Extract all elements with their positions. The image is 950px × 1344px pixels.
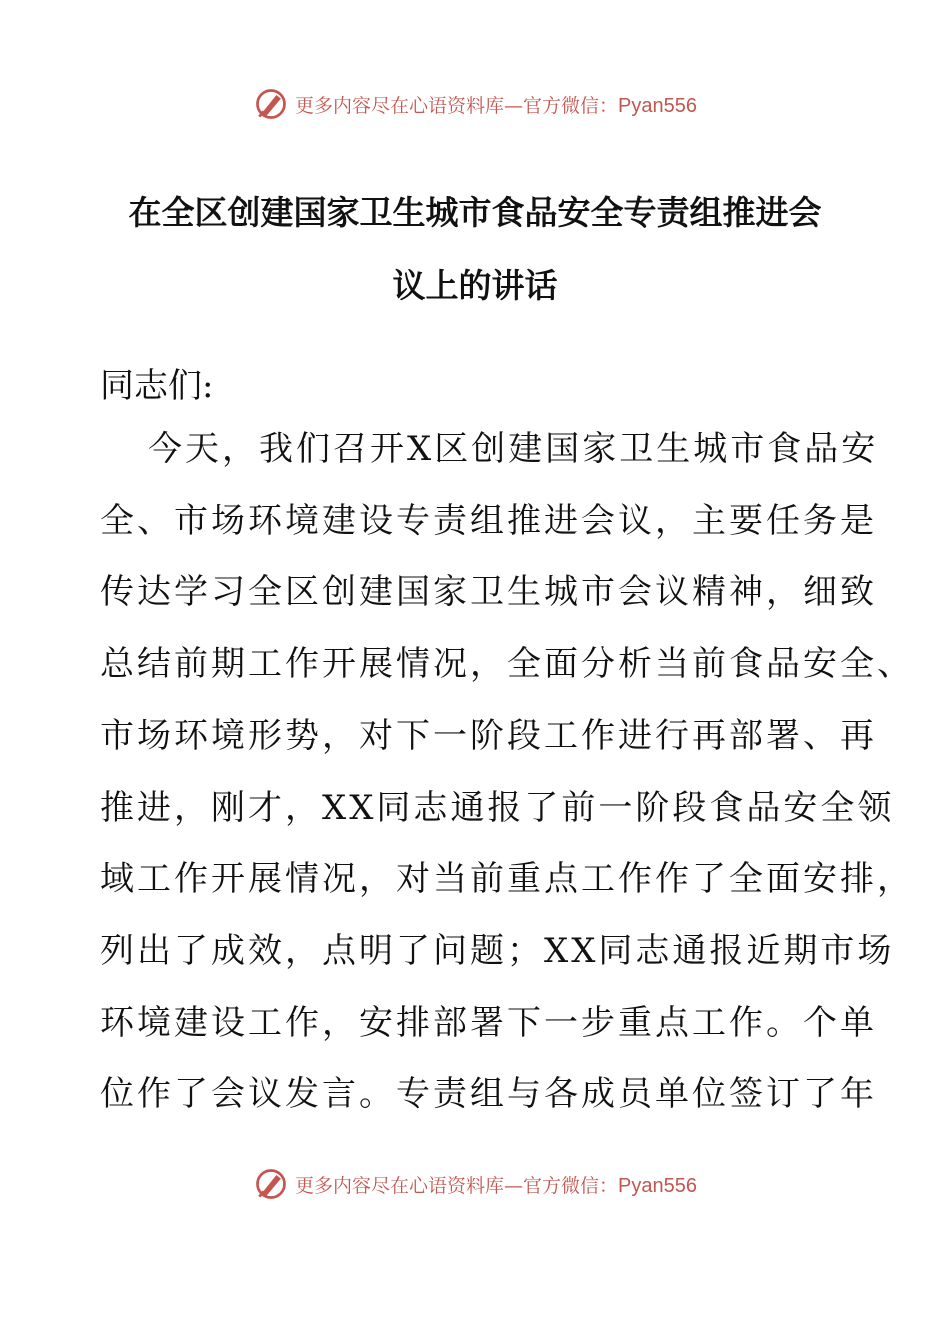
watermark-text: 更多内容尽在心语资料库—官方微信：Pyan556 — [295, 94, 697, 117]
paragraph-line: 市场环境形势，对下一阶段工作进行再部署、再 — [100, 715, 877, 756]
pen-nib-circle-icon — [253, 86, 289, 122]
paragraph-line: 位作了会议发言。专责组与各成员单位签订了年 — [100, 1074, 877, 1115]
watermark-text: 更多内容尽在心语资料库—官方微信：Pyan556 — [295, 1174, 697, 1197]
paragraph-line: 推进，刚才，XX同志通报了前一阶段食品安全领 — [100, 787, 895, 828]
greeting: 同志们: — [100, 366, 214, 406]
paragraph-line: 总结前期工作开展情况，全面分析当前食品安全、 — [100, 644, 914, 685]
paragraph-line: 域工作开展情况，对当前重点工作作了全面安排， — [100, 859, 914, 900]
document-title — [96, 176, 854, 322]
footer-watermark — [0, 1164, 950, 1204]
paragraph-line: 列出了成效，点明了问题；XX同志通报近期市场 — [100, 930, 895, 971]
paragraph-line: 传达学习全区创建国家卫生城市会议精神，细致 — [100, 572, 877, 613]
body-paragraph — [100, 414, 914, 1131]
pen-nib-circle-icon — [253, 1166, 289, 1202]
paragraph-line: 环境建设工作，安排部署下一步重点工作。个单 — [100, 1002, 877, 1043]
header-watermark — [0, 84, 950, 124]
title-line: 在全区创建国家卫生城市食品安全专责组推进会 — [128, 193, 822, 232]
title-line: 议上的讲话 — [392, 266, 558, 305]
paragraph-line: 全、市场环境建设专责组推进会议，主要任务是 — [100, 500, 877, 541]
paragraph-line: 今天，我们召开X区创建国家卫生城市食品安 — [148, 429, 879, 469]
